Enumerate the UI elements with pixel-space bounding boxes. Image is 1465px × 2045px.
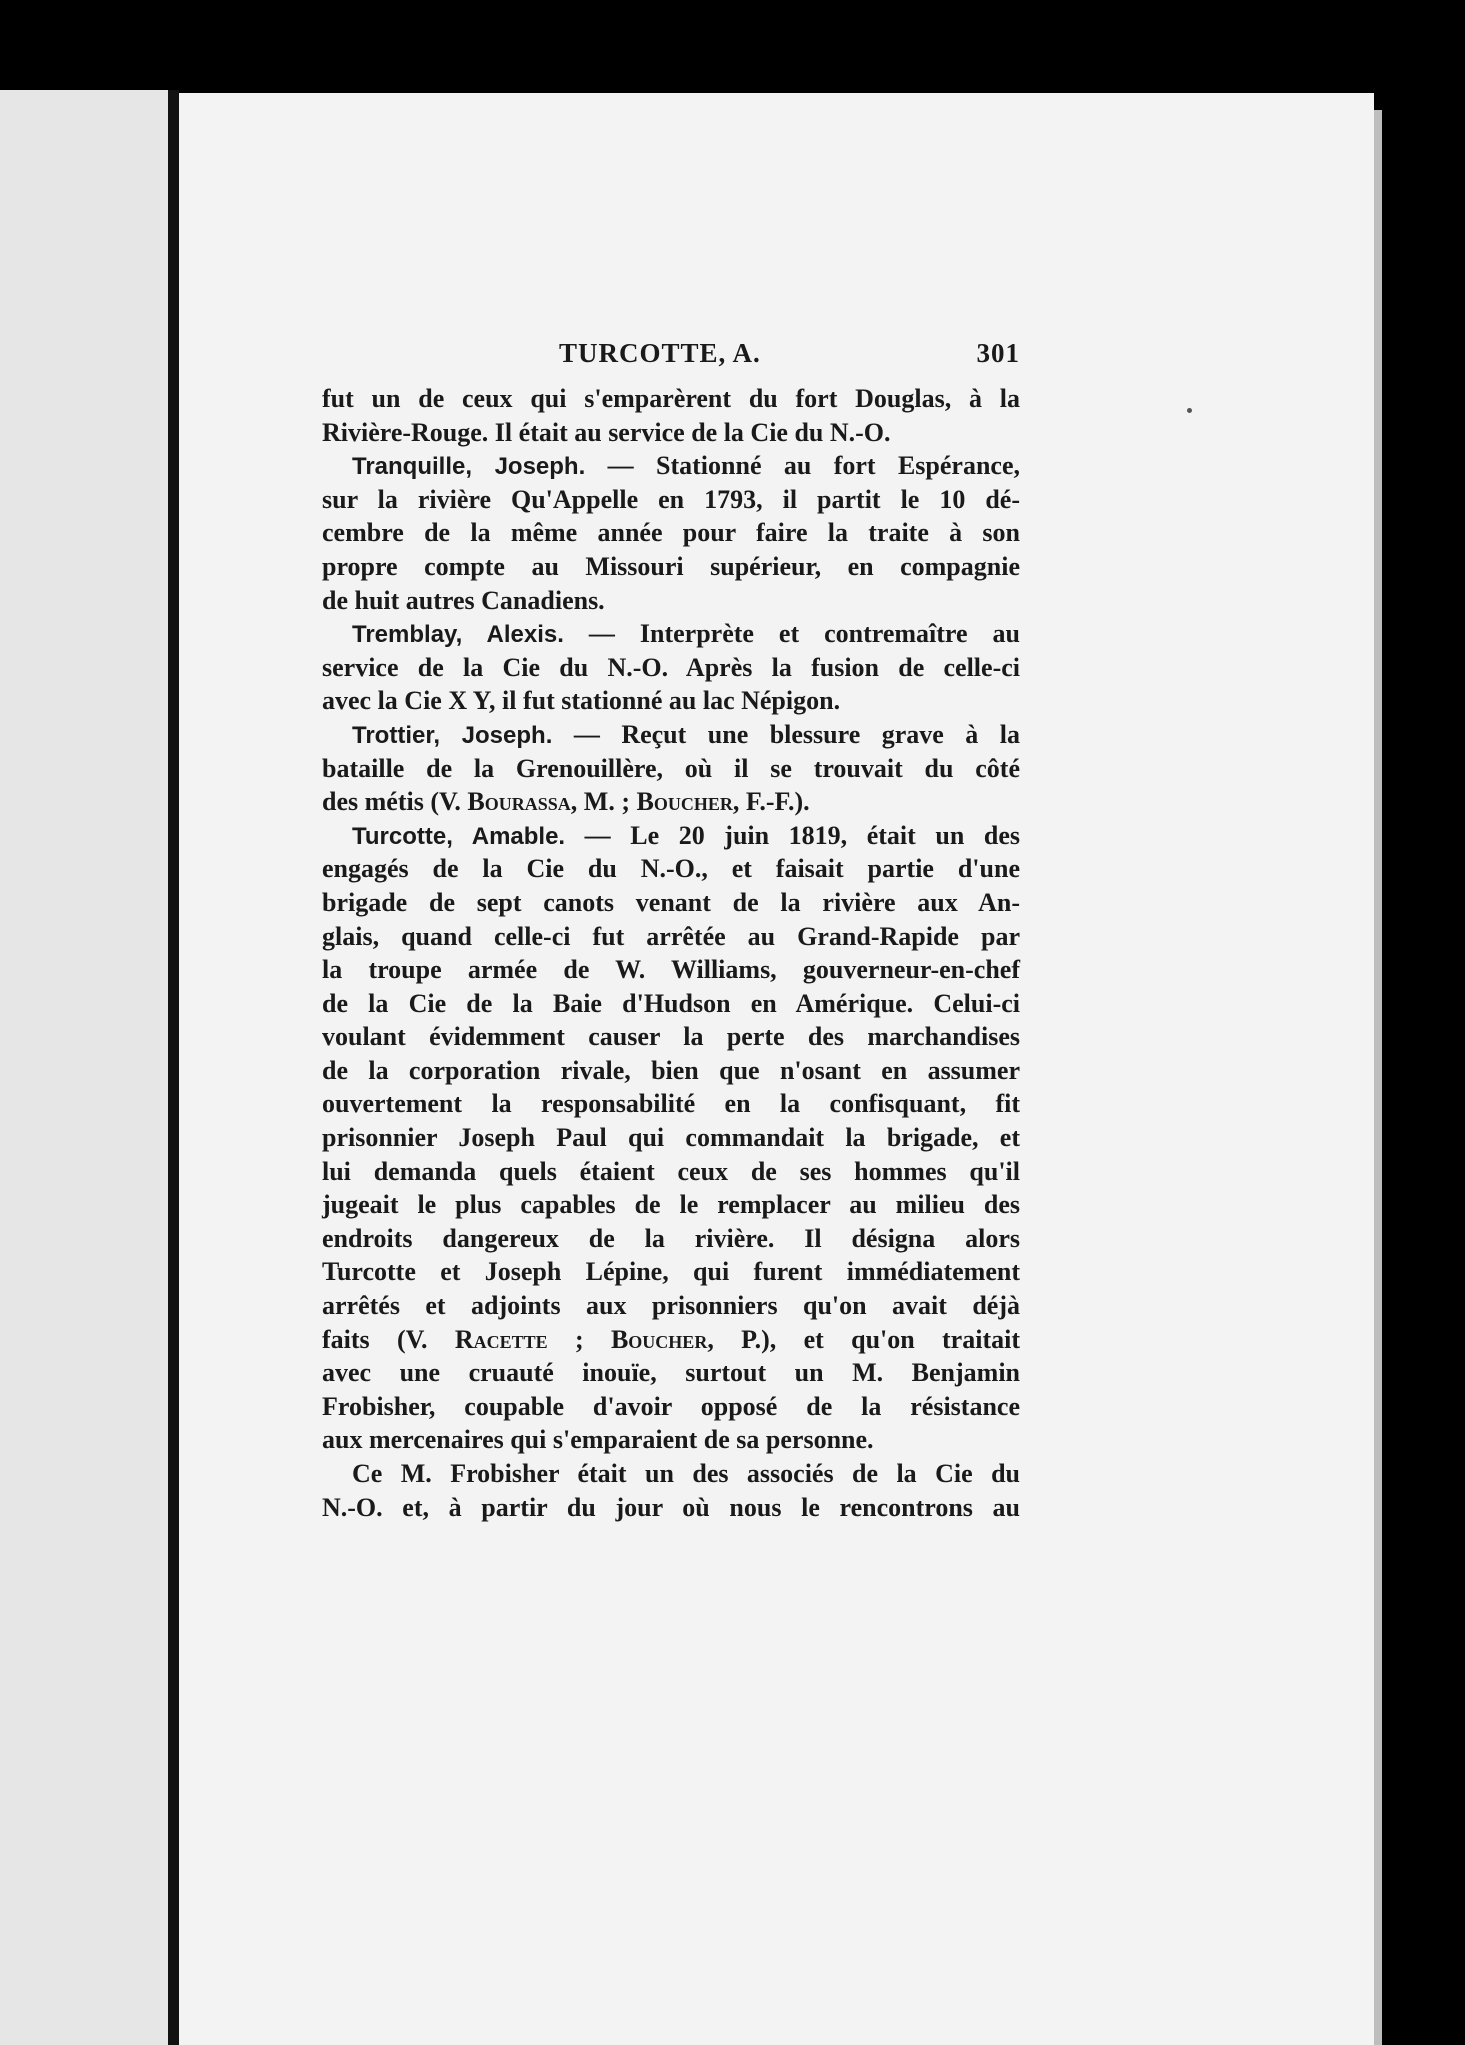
- line-text: — Reçut une blessure grave à la: [552, 719, 1020, 749]
- page-text: [322, 338, 1020, 1524]
- running-head-title: TURCOTTE, A.: [559, 338, 761, 368]
- line-text: des métis (V.: [322, 787, 468, 817]
- line-text: cembre de la même année pour faire la traite à son: [322, 518, 1020, 548]
- line-text: jugeait le plus capables de le remplacer au milieu des: [322, 1190, 1020, 1220]
- text-line: [322, 1054, 1020, 1088]
- line-text: Turcotte et Joseph Lépine, qui furent immédiatement: [322, 1257, 1020, 1287]
- line-text: ouvertement la responsabilité en la confisquant, fit: [322, 1089, 1020, 1119]
- text-line: [322, 852, 1020, 886]
- line-text: — Interprète et contremaître au: [563, 619, 1020, 649]
- left-page-edge: [0, 90, 168, 2045]
- line-text: glais, quand celle-ci fut arrêtée au Grand-Rapide par: [322, 921, 1020, 951]
- text-line: [322, 449, 1020, 483]
- text-line: [322, 1087, 1020, 1121]
- text-line: [322, 987, 1020, 1021]
- text-line: [322, 1323, 1020, 1357]
- page-number: 301: [976, 338, 1020, 368]
- text-line: [322, 1491, 1020, 1525]
- line-text: sur la rivière Qu'Appelle en 1793, il partit le 10 dé-: [322, 484, 1020, 514]
- line-text: , P.), et qu'on traitait: [707, 1324, 1020, 1354]
- text-line: [322, 1121, 1020, 1155]
- line-text: endroits dangereux de la rivière. Il désigna alors: [322, 1223, 1020, 1253]
- text-line: [322, 1222, 1020, 1256]
- text-line: [322, 752, 1020, 786]
- text-line: [322, 718, 1020, 752]
- line-text: aux mercenaires qui s'emparaient de sa personne.: [322, 1425, 874, 1455]
- line-text: voulant évidemment causer la perte des marchandises: [322, 1022, 1020, 1052]
- line-text: propre compte au Missouri supérieur, en compagnie: [322, 551, 1020, 581]
- text-line: [322, 1356, 1020, 1390]
- text-line: [322, 584, 1020, 618]
- text-line: [322, 1155, 1020, 1189]
- line-text: bataille de la Grenouillère, où il se trouvait du côté: [322, 753, 1020, 783]
- line-text: lui demanda quels étaient ceux de ses hommes qu'il: [322, 1156, 1020, 1186]
- text-line: [322, 617, 1020, 651]
- text-line: [322, 1020, 1020, 1054]
- line-text: engagés de la Cie du N.-O., et faisait partie d'une: [322, 854, 1020, 884]
- running-head: [322, 338, 1020, 382]
- line-text: Ce M. Frobisher était un des associés de la Cie du: [352, 1459, 1020, 1488]
- text-line: [322, 651, 1020, 685]
- line-text: avec une cruauté inouïe, surtout un M. Benjamin: [322, 1358, 1020, 1388]
- line-text: — Stationné au fort Espérance,: [585, 451, 1020, 481]
- line-text: prisonnier Joseph Paul qui commandait la brigade, et: [322, 1123, 1020, 1153]
- line-text: Rivière-Rouge. Il était au service de la Cie du N.-O.: [322, 417, 891, 447]
- line-text: avec la Cie X Y, il fut stationné au lac Népigon.: [322, 686, 841, 716]
- entry-headword: Turcotte, Amable.: [352, 822, 566, 850]
- line-text: — Le 20 juin 1819, était un des: [565, 820, 1020, 850]
- text-line: [322, 819, 1020, 853]
- text-line: [322, 1390, 1020, 1424]
- line-text: Frobisher, coupable d'avoir opposé de la résistance: [322, 1391, 1020, 1421]
- page-edge: [1374, 110, 1382, 2045]
- line-text: arrêtés et adjoints aux prisonniers qu'on avait déjà: [322, 1291, 1020, 1321]
- cross-reference: Boucher: [610, 1324, 708, 1354]
- entry-headword: Tranquille, Joseph.: [352, 453, 586, 481]
- text-line: [322, 1289, 1020, 1323]
- text-line: [322, 1188, 1020, 1222]
- line-text: de la Cie de la Baie d'Hudson en Amérique. Celui-ci: [322, 988, 1020, 1018]
- book-spine: [168, 90, 179, 2045]
- text-line: [322, 483, 1020, 517]
- line-text: de la corporation rivale, bien que n'osant en assumer: [322, 1055, 1020, 1085]
- text-line: [322, 382, 1020, 416]
- line-text: , F.-F.).: [732, 787, 810, 817]
- text-lines: [322, 382, 1020, 1524]
- line-text: fut un de ceux qui s'emparèrent du fort Douglas, à la: [322, 384, 1020, 413]
- text-line: [322, 1457, 1020, 1491]
- text-line: [322, 886, 1020, 920]
- line-text: brigade de sept canots venant de la rivière aux An-: [322, 887, 1020, 917]
- text-line: [322, 953, 1020, 987]
- line-text: , M. ;: [570, 787, 637, 817]
- entry-headword: Trottier, Joseph.: [352, 721, 553, 749]
- cross-reference: Boucher: [636, 787, 733, 817]
- cross-reference: Bourassa: [467, 787, 571, 817]
- line-text: la troupe armée de W. Williams, gouverneur-en-chef: [322, 955, 1020, 985]
- text-line: [322, 550, 1020, 584]
- text-line: [322, 1423, 1020, 1457]
- line-text: faits (V.: [322, 1324, 455, 1354]
- text-line: [322, 1255, 1020, 1289]
- text-line: [322, 516, 1020, 550]
- entry-headword: Tremblay, Alexis.: [352, 621, 564, 649]
- text-line: [322, 785, 1020, 819]
- line-text: service de la Cie du N.-O. Après la fusion de celle-ci: [322, 652, 1020, 682]
- line-text: N.-O. et, à partir du jour où nous le rencontrons au: [322, 1492, 1020, 1522]
- text-line: [322, 416, 1020, 450]
- line-text: ;: [547, 1324, 611, 1354]
- speck: [1187, 408, 1192, 413]
- cross-reference: Racette: [454, 1324, 548, 1354]
- text-line: [322, 684, 1020, 718]
- line-text: de huit autres Canadiens.: [322, 585, 605, 615]
- text-line: [322, 920, 1020, 954]
